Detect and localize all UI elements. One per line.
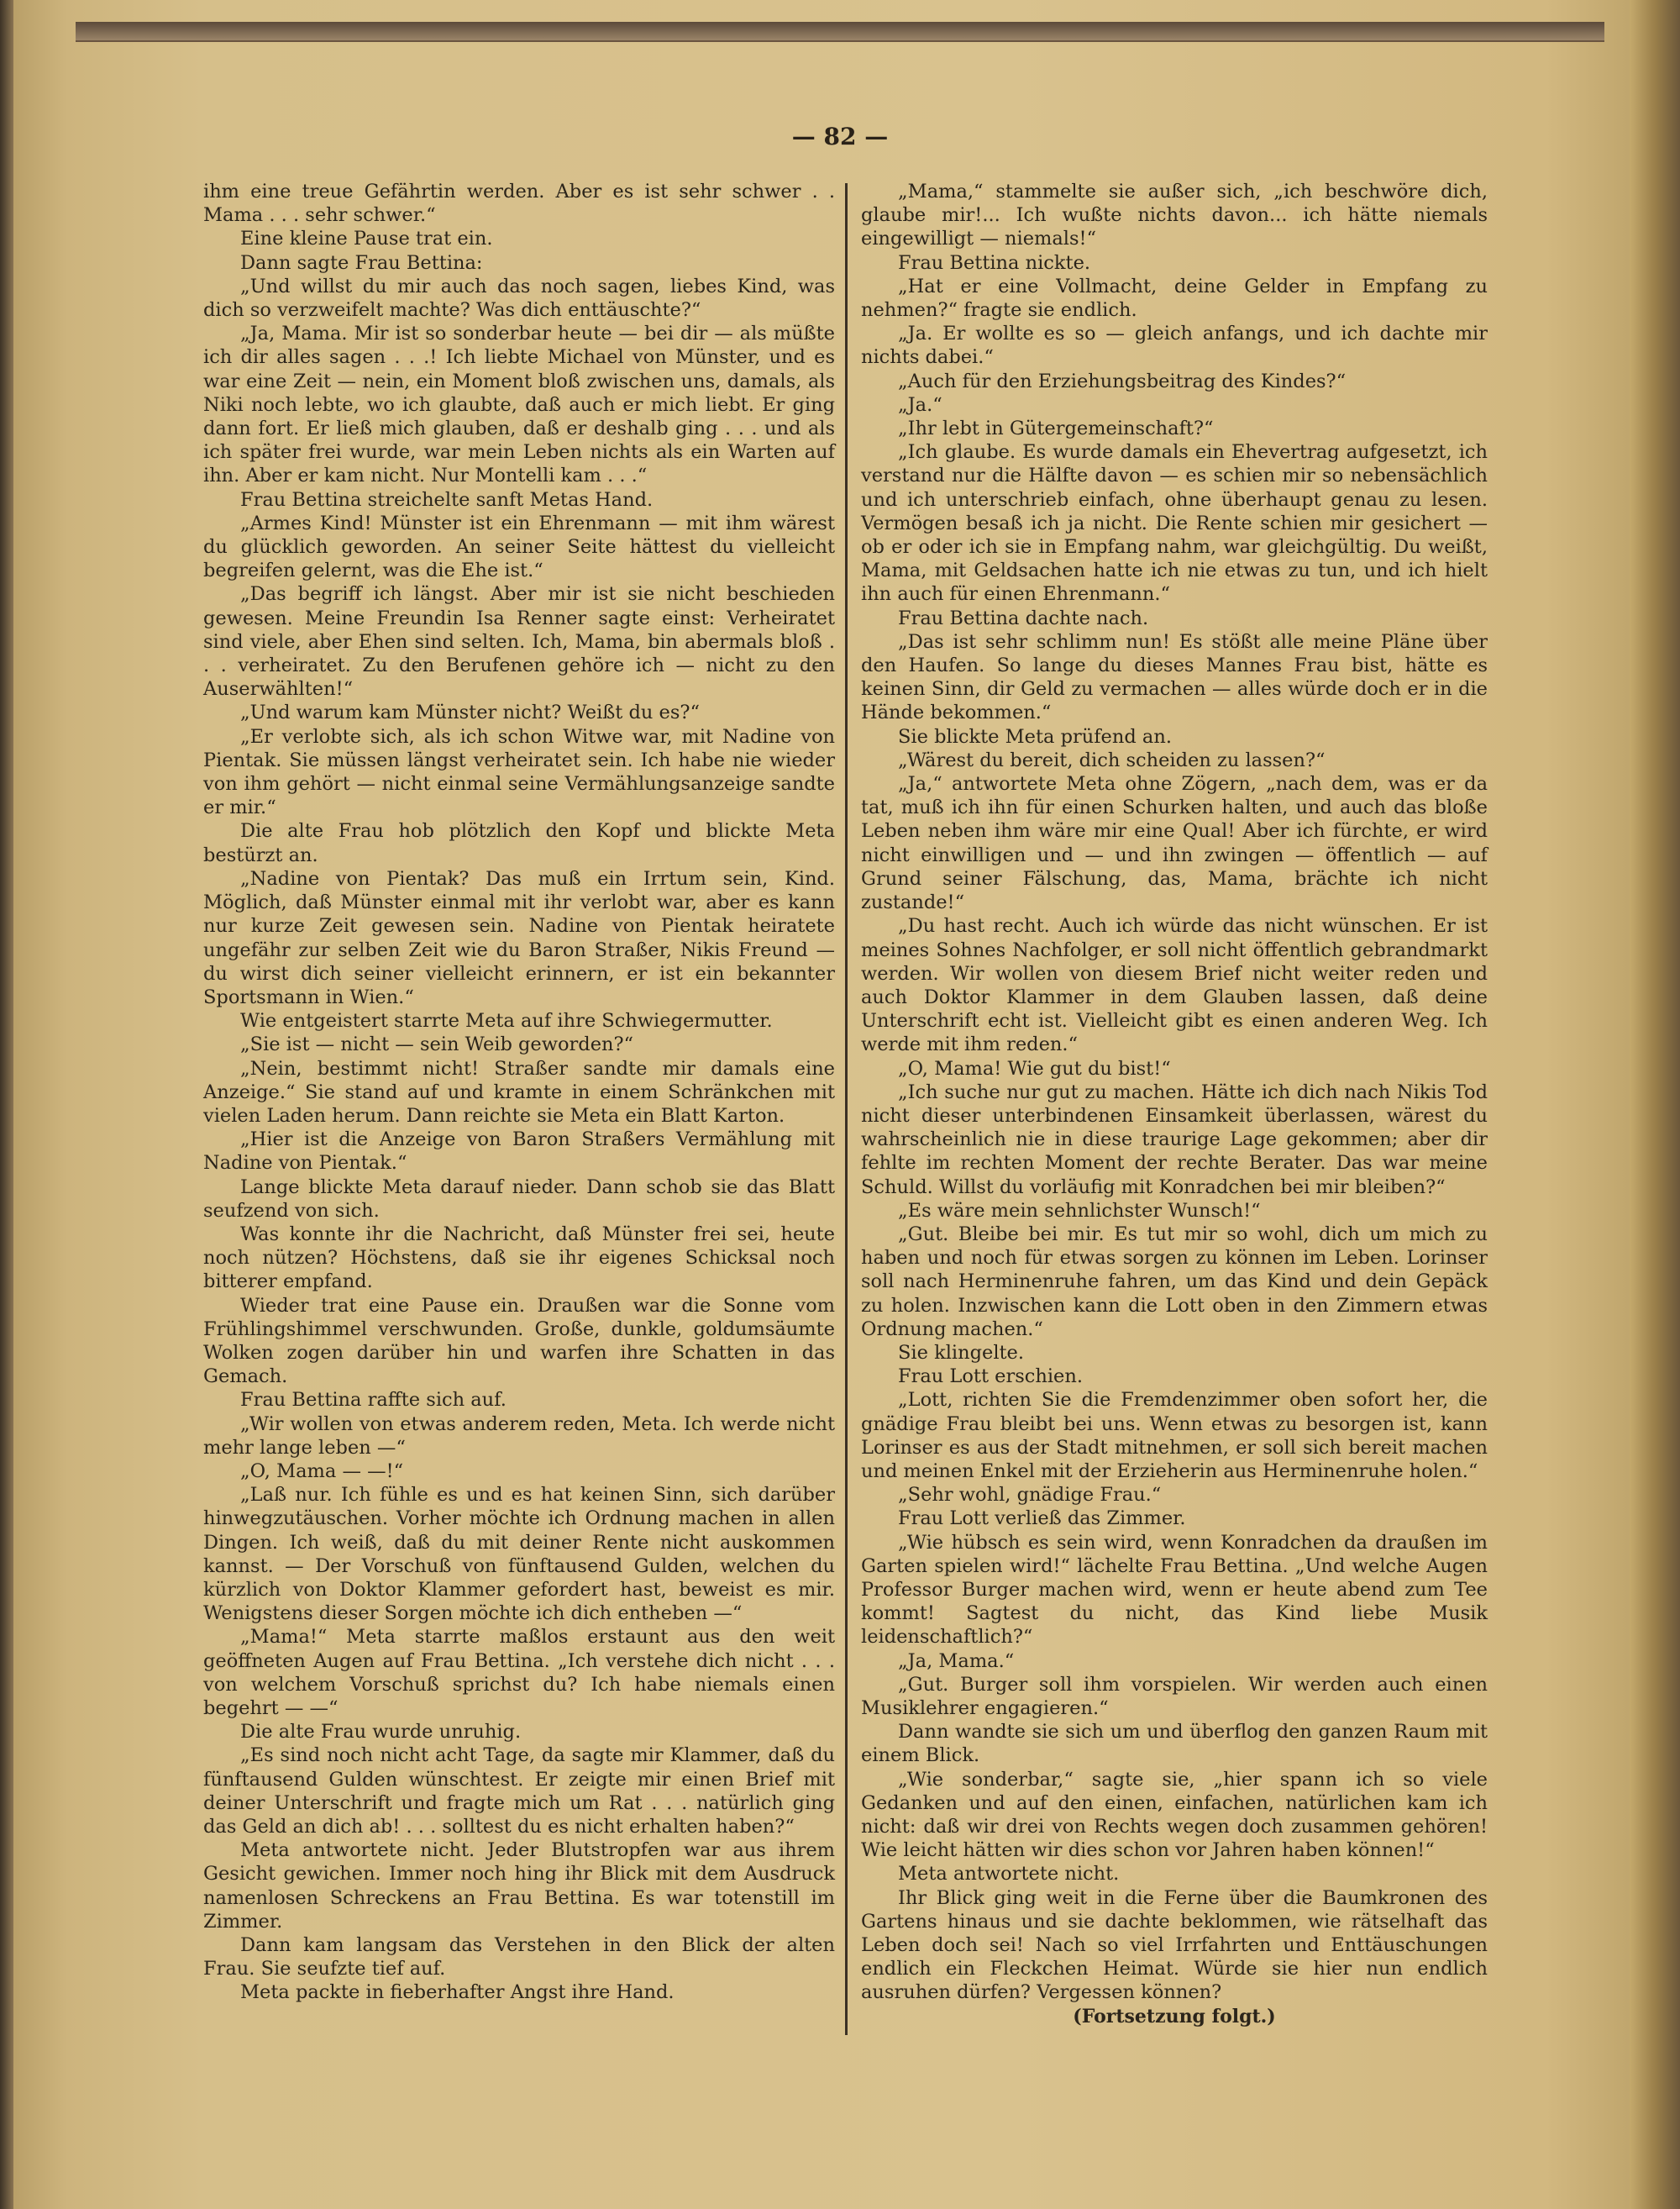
paragraph: „Ja, Mama. Mir ist so sonderbar heute — bei dir — als müßte ich dir alles sagen . . .! Ich liebte Michael von Münster, und es war eine Zeit — nein, ein Moment bloß zwischen uns, damals, als Niki noch lebte, wo ich glaubte, daß auch er mich liebt. Er ging dann fort. Er ließ mich glauben, daß er deshalb ging . . . und als ich später frei wurde, war mein Leben nichts als ein Warten auf ihn. Aber er kam nicht. Nur Montelli kam . . .“ [203,323,835,487]
paragraph: „O, Mama — —!“ [240,1460,404,1482]
text-column-left [203,180,835,2005]
paragraph: „Ja.“ [898,393,942,416]
text-column-right [861,180,1488,2028]
paragraph: „Hier ist die Anzeige von Baron Straßers Vermählung mit Nadine von Pientak.“ [203,1128,835,1175]
paragraph: „Wärest du bereit, dich scheiden zu lassen?“ [898,749,1326,771]
paragraph: „Es wäre mein sehnlichster Wunsch!“ [898,1199,1261,1222]
paragraph: „Ich glaube. Es wurde damals ein Ehevertrag aufgesetzt, ich verstand nur die Hälfte davon — es schien mir so nebensächlich und ich unterschrieb einfach, ohne überhaupt genau zu lesen. Vermögen besaß ich ja nicht. Die Rente schien mir gesichert — ob er oder ich sie in Empfang nahm, war gleichgültig. Du weißt, Mama, mit Geldsachen hatte ich nie etwas zu tun, und ich hielt ihn auch für einen Ehrenmann.“ [861,441,1488,606]
paragraph: Frau Lott verließ das Zimmer. [898,1507,1186,1530]
paragraph: Die alte Frau wurde unruhig. [240,1721,522,1744]
paragraph: Frau Bettina streichelte sanft Metas Hand. [240,488,654,511]
paragraph: Meta antwortete nicht. [898,1863,1120,1886]
paragraph: Wieder trat eine Pause ein. Draußen war die Sonne vom Frühlingshimmel verschwunden. Große, dunkle, goldumsäumte Wolken zogen darüber hin und warfen ihre Schatten in das Gemach. [203,1294,835,1388]
paragraph: „Ja, Mama.“ [898,1649,1015,1672]
paragraph: Wie entgeistert starrte Meta auf ihre Schwiegermutter. [240,1010,773,1033]
paragraph: „Ja. Er wollte es so — gleich anfangs, und ich dachte mir nichts dabei.“ [861,323,1488,369]
paragraph: „Hat er eine Vollmacht, deine Gelder in Empfang zu nehmen?“ fragte sie endlich. [861,275,1488,322]
paragraph: „Armes Kind! Münster ist ein Ehrenmann — mit ihm wärest du glücklich geworden. An seiner Seite hättest du vielleicht begreifen gelernt, was die Ehe ist.“ [203,512,835,582]
paragraph: Frau Lott erschien. [898,1365,1084,1388]
paragraph: „Laß nur. Ich fühle es und es hat keinen Sinn, sich darüber hinwegzutäuschen. Vorher möchte ich Ordnung machen in allen Dingen. Ich weiß, daß du mit deiner Rente nicht auskommen kannst. — Der Vorschuß von fünftausend Gulden, welchen du kürzlich von Doktor Klammer gefordert hast, beweist es mir. Wenigstens dieser Sorgen möchte ich dich entheben —“ [203,1484,835,1625]
binding-edge-top [76,22,1604,42]
paragraph: „Sie ist — nicht — sein Weib geworden?“ [240,1033,634,1056]
paragraph: Lange blickte Meta darauf nieder. Dann schob sie das Blatt seufzend von sich. [203,1176,835,1222]
paragraph: „Gut. Burger soll ihm vorspielen. Wir werden auch einen Musiklehrer engagieren.“ [861,1673,1488,1719]
paragraph: „Das ist sehr schlimm nun! Es stößt alle meine Pläne über den Haufen. So lange du dieses Mannes Frau bist, hätte es keinen Sinn, dir Geld zu vermachen — alles würde doch er in die Hände bekommen.“ [861,630,1488,724]
paragraph: Frau Bettina raffte sich auf. [240,1389,507,1412]
paragraph: Eine kleine Pause trat ein. [240,228,493,250]
paragraph: Dann wandte sie sich um und überflog den ganzen Raum mit einem Blick. [861,1721,1488,1767]
paragraph: „Mama,“ stammelte sie außer sich, „ich beschwöre dich, glaube mir!... Ich wußte nichts davon... ich hätte niemals eingewilligt — niemals!“ [861,181,1488,250]
paragraph: „Das begriff ich längst. Aber mir ist sie nicht beschieden gewesen. Meine Freundin Isa Renner sagte einst: Verheiratet sind viele, aber Ehen sind selten. Ich, Mama, bin abermals bloß . . . verheiratet. Zu den Berufenen gehöre ich — nicht zu den Auserwählten!“ [203,583,835,701]
paragraph: „Ihr lebt in Gütergemeinschaft?“ [898,418,1214,440]
paragraph: Meta antwortete nicht. Jeder Blutstropfen war aus ihrem Gesicht gewichen. Immer noch hing ihr Blick mit dem Ausdruck namenlosen Schreckens an Frau Bettina. Es war totenstill im Zimmer. [203,1839,835,1933]
paragraph: Sie klingelte. [898,1341,1025,1364]
paragraph: „Nein, bestimmt nicht! Straßer sandte mir damals eine Anzeige.“ Sie stand auf und kramte in einem Schränkchen mit vielen Laden herum. Dann reichte sie Meta ein Blatt Karton. [203,1057,835,1127]
paragraph: „Und willst du mir auch das noch sagen, liebes Kind, was dich so verzweifelt machte? Was dich enttäuschte?“ [203,275,835,322]
paragraph: „Auch für den Erziehungsbeitrag des Kindes?“ [898,370,1347,392]
paragraph: Frau Bettina dachte nach. [898,607,1149,629]
paragraph: „Gut. Bleibe bei mir. Es tut mir so wohl, dich um mich zu haben und noch für etwas sorgen zu können im Leben. Lorinser soll nach Herminenruhe fahren, um das Kind und dein Gepäck zu holen. Inzwischen kann die Lott oben in den Zimmern etwas Ordnung machen.“ [861,1223,1488,1340]
paragraph: „O, Mama! Wie gut du bist!“ [898,1057,1171,1080]
paragraph: „Und warum kam Münster nicht? Weißt du es?“ [240,702,700,724]
binding-edge-left [0,0,13,2209]
paragraph: „Ich suche nur gut zu machen. Hätte ich dich nach Nikis Tod nicht dieser unterbindenen Einsamkeit überlassen, wärest du wahrscheinlich nie in diese traurige Lage gekommen; aber dir fehlte im rechten Moment der rechte Berater. Das war meine Schuld. Willst du vorläufig mit Konradchen bei mir bleiben?“ [861,1081,1488,1198]
paragraph: Dann kam langsam das Verstehen in den Blick der alten Frau. Sie seufzte tief auf. [203,1934,835,1980]
paragraph: Dann sagte Frau Bettina: [240,251,483,274]
paragraph: „Nadine von Pientak? Das muß ein Irrtum sein, Kind. Möglich, daß Münster einmal mit ihr verlobt war, aber es kann nur kurze Zeit gewesen sein. Nadine von Pientak heiratete ungefähr zur selben Zeit wie du Baron Straßer, Nikis Freund — du wirst dich seiner vielleicht erinnern, er ist ein bekannter Sportsmann in Wien.“ [203,867,835,1008]
paragraph: „Sehr wohl, gnädige Frau.“ [898,1484,1162,1507]
page-edge-right [1630,0,1680,2209]
continuation-note: (Fortsetzung folgt.) [1073,2005,1276,2028]
paragraph: Ihr Blick ging weit in die Ferne über die Baumkronen des Gartens hinaus und sie dachte beklommen, wie rätselhaft das Leben doch sei! Nach so viel Irrfahrten und Enttäuschungen endlich ein Fleckchen Heimat. Würde sie hier nun endlich ausruhen dürfen? Vergessen können? [861,1886,1488,2004]
paragraph: „Wie sonderbar,“ sagte sie, „hier spann ich so viele Gedanken und auf den einen, einfachen, natürlichen kam ich nicht: daß wir drei von Rechts wegen doch zusammen gehören! Wie leicht hätten wir dies schon vor Jahren haben können!“ [861,1768,1488,1862]
paragraph: Sie blickte Meta prüfend an. [898,725,1172,748]
paragraph: „Er verlobte sich, als ich schon Witwe war, mit Nadine von Pientak. Sie müssen längst verheiratet sein. Ich habe nie wieder von ihm gehört — nicht einmal seine Vermählungsanzeige sandte er mir.“ [203,725,835,819]
paragraph: Frau Bettina nickte. [898,251,1091,274]
paragraph: „Wir wollen von etwas anderem reden, Meta. Ich werde nicht mehr lange leben —“ [203,1412,835,1459]
paragraph: Was konnte ihr die Nachricht, daß Münster frei sei, heute noch nützen? Höchstens, daß sie ihr eigenes Schicksal noch bitterer empfand. [203,1223,835,1293]
paragraph: „Es sind noch nicht acht Tage, da sagte mir Klammer, daß du fünftausend Gulden wünschtest. Er zeigte mir einen Brief mit deiner Unterschrift und fragte mich um Rat . . . natürlich ging das Geld an dich ab! . . . solltest du es nicht erhalten haben?“ [203,1744,835,1838]
page-number: — 82 — [791,123,889,150]
paragraph: „Du hast recht. Auch ich würde das nicht wünschen. Er ist meines Sohnes Nachfolger, er soll nicht öffentlich gebrandmarkt werden. Wir wollen von diesem Brief nicht weiter reden und auch Doktor Klammer in dem Glauben lassen, daß deine Unterschrift echt ist. Vielleicht gibt es einen anderen Weg. Ich werde mit ihm reden.“ [861,915,1488,1056]
paragraph: ihm eine treue Gefährtin werden. Aber es ist sehr schwer . . Mama . . . sehr schwer.“ [203,181,835,227]
paragraph: „Lott, richten Sie die Fremdenzimmer oben sofort her, die gnädige Frau bleibt bei uns. Wenn etwas zu besorgen ist, kann Lorinser es aus der Stadt mitnehmen, er soll sich bereit machen und meinen Enkel mit der Erzieherin aus Herminenruhe holen.“ [861,1389,1488,1482]
paragraph: „Ja,“ antwortete Meta ohne Zögern, „nach dem, was er da tat, muß ich ihn für einen Schurken halten, und auch das bloße Leben neben ihm wäre mir eine Qual! Aber ich fürchte, er wird nicht einwilligen und — und ihn zwingen — öffentlich — auf Grund seiner Fälschung, das, Mama, brächte ich nicht zustande!“ [861,773,1488,914]
paragraph: „Wie hübsch es sein wird, wenn Konradchen da draußen im Garten spielen wird!“ lächelte Frau Bettina. „Und welche Augen Professor Burger machen wird, wenn er heute abend zum Tee kommt! Sagtest du nicht, das Kind liebe Musik leidenschaftlich?“ [861,1531,1488,1649]
paragraph: Die alte Frau hob plötzlich den Kopf und blickte Meta bestürzt an. [203,820,835,866]
column-divider [845,183,848,2035]
paragraph: „Mama!“ Meta starrte maßlos erstaunt aus den weit geöffneten Augen auf Frau Bettina. „Ich verstehe dich nicht . . . von welchem Vorschuß sprichst du? Ich habe niemals einen begehrt — —“ [203,1626,835,1719]
paragraph: Meta packte in fieberhafter Angst ihre Hand. [240,1981,675,2004]
